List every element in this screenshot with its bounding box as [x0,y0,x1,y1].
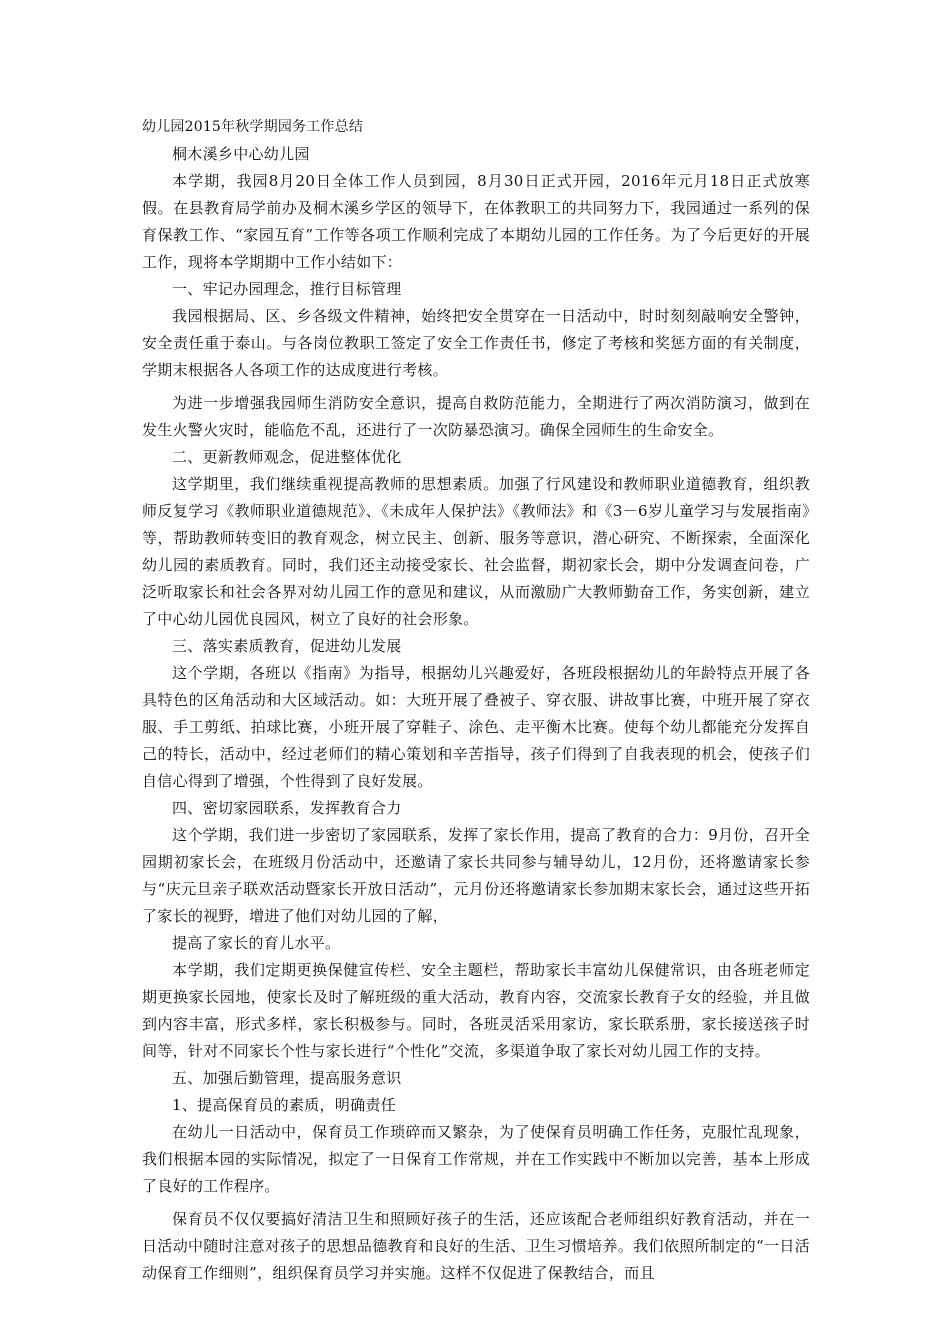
paragraph-parenting: 提高了家长的育儿水平。 [172,934,341,952]
section-heading-1: 一、牢记办园理念，推行目标管理 [172,280,402,298]
subsection-heading-1: 1、提高保育员的素质，明确责任 [172,1096,397,1114]
paragraph-safety: 我园根据局、区、乡各级文件精神，始终把安全贯穿在一日活动中，时时刻刻敲响安全警钟，安全责任重于泰山。与各岗位教职工签定了安全工作责任书，修定了考核和奖惩方面的有关制度，学期末根据各人各项工作的达成度进行考核。 [142,307,810,379]
intro-paragraph: 本学期，我园8月20日全体工作人员到园，8月30日正式开园，2016年元月18日正式放寒假。在县教育局学前办及桐木溪乡学区的领导下，在体教职工的共同努力下，我园通过一系列的保育保教工作、“家园互育”工作等各项工作顺利完成了本期幼儿园的工作任务。为了今后更好的开展工作，现将本学期期中工作小结如下： [142,172,810,271]
section-heading-4: 四、密切家园联系，发挥教育合力 [172,799,402,817]
school-name: 桐木溪乡中心幼儿园 [172,145,310,163]
paragraph-home-school: 这个学期，我们进一步密切了家园联系，发挥了家长作用，提高了教育的合力：9月份，召开全园期初家长会，在班级月份活动中，还邀请了家长共同参与辅导幼儿，12月份，还将邀请家长参与“庆元旦亲子联欢活动暨家长开放日活动”，元月份还将邀请家长参加期末家长会，通过这些开拓了家长的视野，增进了他们对幼儿园的了解， [142,826,810,925]
document-title: 幼儿园2015年秋学期园务工作总结 [142,119,364,135]
paragraph-caregivers: 在幼儿一日活动中，保育员工作琐碎而又繁杂，为了使保育员明确工作任务，克服忙乱现象，我们根据本园的实际情况，拟定了一日保育工作常规，并在工作实践中不断加以完善，基本上形成了良好的工作程序。 [142,1123,810,1195]
paragraph-health: 本学期，我们定期更换保健宣传栏、安全主题栏，帮助家长丰富幼儿保健常识，由各班老师定期更换家长园地，使家长及时了解班级的重大活动，教育内容，交流家长教育子女的经验，并且做到内容丰富，形式多样，家长积极参与。同时，各班灵活采用家访，家长联系册，家长接送孩子时间等，针对不同家长个性与家长进行“个性化”交流，多渠道争取了家长对幼儿园工作的支持。 [142,961,810,1060]
section-heading-3: 三、落实素质教育，促进幼儿发展 [172,637,402,655]
section-heading-2: 二、更新教师观念，促进整体优化 [172,448,402,466]
paragraph-caregiver-duties: 保育员不仅仅要搞好清洁卫生和照顾好孩子的生活，还应该配合老师组织好教育活动，并在一日活动中随时注意对孩子的思想品德教育和良好的生活、卫生习惯培养。我们依照所制定的“一日活动保育工作细则”，组织保育员学习并实施。这样不仅促进了保教结合，而且 [142,1210,810,1282]
paragraph-teachers: 这学期里，我们继续重视提高教师的思想素质。加强了行风建设和教师职业道德教育，组织教师反复学习《教师职业道德规范》、《未成年人保护法》《教师法》和《3－6岁儿童学习与发展指南》等，帮助教师转变旧的教育观念，树立民主、创新、服务等意识，潜心研究、不断探索，全面深化幼儿园的素质教育。同时，我们还主动接受家长、社会监督，期初家长会，期中分发调查问卷，广泛听取家长和社会各界对幼儿园工作的意见和建议，从而激励广大教师勤奋工作，务实创新，建立了中心幼儿园优良园风，树立了良好的社会形象。 [142,475,810,628]
paragraph-activities: 这个学期，各班以《指南》为指导，根据幼儿兴趣爱好，各班段根据幼儿的年龄特点开展了各具特色的区角活动和大区域活动。如：大班开展了叠被子、穿衣服、讲故事比赛，中班开展了穿衣服、手工剪纸、拍球比赛，小班开展了穿鞋子、涂色、走平衡木比赛。使每个幼儿都能充分发挥自己的特长，活动中，经过老师们的精心策划和辛苦指导，孩子们得到了自我表现的机会，使孩子们自信心得到了增强，个性得到了良好发展。 [142,664,810,790]
document-page [142,114,810,1287]
section-heading-5: 五、加强后勤管理，提高服务意识 [172,1069,402,1087]
paragraph-fire-drill: 为进一步增强我园师生消防安全意识，提高自救防范能力，全期进行了两次消防演习，做到在发生火警火灾时，能临危不乱，还进行了一次防暴恐演习。确保全园师生的生命安全。 [142,394,810,439]
